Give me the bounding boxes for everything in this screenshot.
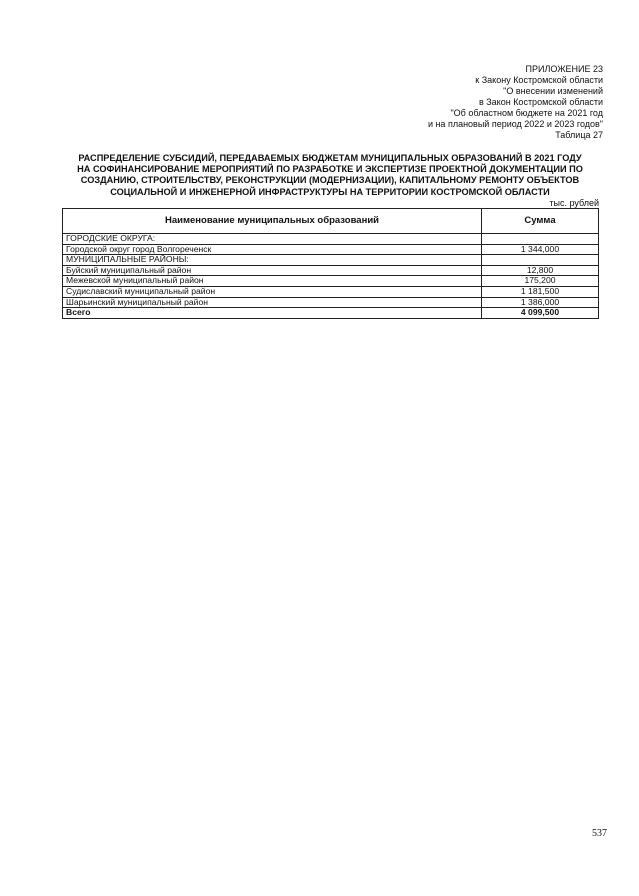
header-name: Наименование муниципальных образований — [63, 209, 482, 234]
table-number: Таблица 27 — [555, 130, 603, 140]
row-sum: 175,200 — [482, 276, 599, 287]
title-line: СОЗДАНИЮ, СТРОИТЕЛЬСТВУ, РЕКОНСТРУКЦИИ (МОДЕРНИЗАЦИИ), КАПИТАЛЬНОМУ РЕМОНТУ ОБЪЕКТОВ — [80, 175, 580, 186]
document-title — [60, 153, 600, 198]
table-row — [63, 276, 599, 287]
row-name: ГОРОДСКИЕ ОКРУГА: — [63, 234, 482, 245]
appendix-line: к Закону Костромской области — [475, 75, 603, 85]
row-name: Городской округ город Волгореченск — [63, 244, 482, 255]
row-sum: 1 181,500 — [482, 286, 599, 297]
row-name: Буйский муниципальный район — [63, 265, 482, 276]
total-label: Всего — [63, 308, 482, 319]
table-header-row — [63, 209, 599, 234]
units-label: тыс. рублей — [549, 198, 599, 208]
header-sum: Сумма — [482, 209, 599, 234]
row-sum: 12,800 — [482, 265, 599, 276]
page-number: 537 — [592, 828, 607, 839]
table-row — [63, 265, 599, 276]
appendix-title: ПРИЛОЖЕНИЕ 23 — [525, 64, 603, 74]
row-sum — [482, 234, 599, 245]
row-sum — [482, 255, 599, 266]
row-name: Шарьинский муниципальный район — [63, 297, 482, 308]
table-row — [63, 234, 599, 245]
row-name: Межевской муниципальный район — [63, 276, 482, 287]
appendix-line: "О внесении изменений — [503, 86, 603, 96]
table-row — [63, 297, 599, 308]
title-line: РАСПРЕДЕЛЕНИЕ СУБСИДИЙ, ПЕРЕДАВАЕМЫХ БЮДЖЕТАМ МУНИЦИПАЛЬНЫХ ОБРАЗОВАНИЙ В 2021 ГОДУ — [78, 153, 582, 163]
table-row — [63, 286, 599, 297]
row-name: Судиславский муниципальный район — [63, 286, 482, 297]
appendix-line: и на плановый период 2022 и 2023 годов" — [427, 119, 603, 129]
total-row — [63, 308, 599, 319]
row-sum: 1 344,000 — [482, 244, 599, 255]
appendix-line: в Закон Костромской области — [478, 97, 603, 107]
total-sum: 4 099,500 — [482, 308, 599, 319]
appendix-header — [428, 64, 603, 141]
appendix-line: "Об областном бюджете на 2021 год — [450, 108, 603, 118]
title-line: СОЦИАЛЬНОЙ И ИНЖЕНЕРНОЙ ИНФРАСТРУКТУРЫ НА ТЕРРИТОРИИ КОСТРОМСКОЙ ОБЛАСТИ — [110, 186, 550, 197]
row-name: МУНИЦИПАЛЬНЫЕ РАЙОНЫ: — [63, 255, 482, 266]
title-line: НА СОФИНАНСИРОВАНИЕ МЕРОПРИЯТИЙ ПО РАЗРАБОТКЕ И ЭКСПЕРТИЗЕ ПРОЕКТНОЙ ДОКУМЕНТАЦИИ ПО — [77, 164, 583, 175]
subsidy-table — [62, 208, 599, 319]
row-sum: 1 386,000 — [482, 297, 599, 308]
table-row — [63, 255, 599, 266]
